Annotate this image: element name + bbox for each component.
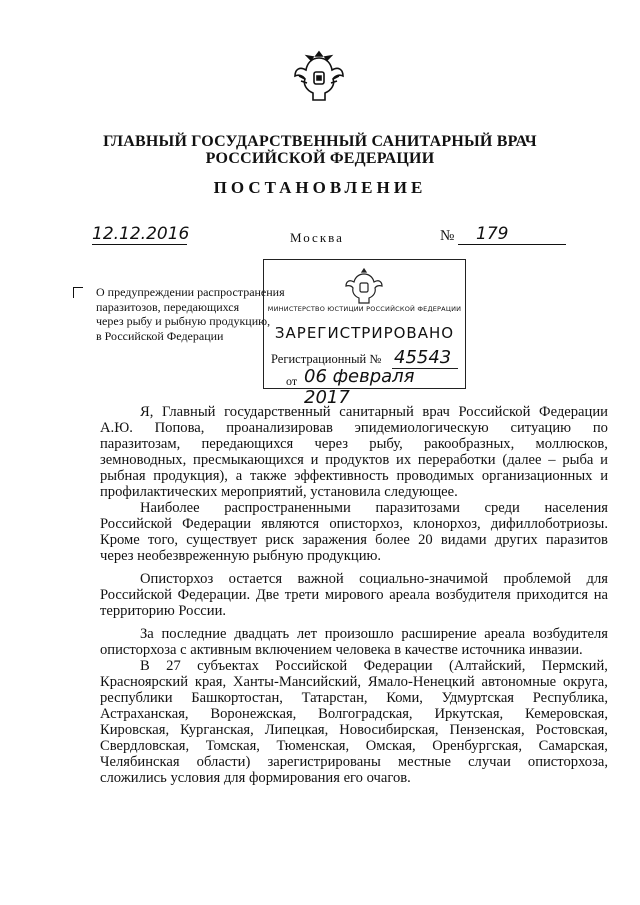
body-word: республики bbox=[100, 690, 173, 706]
body-word: Пензенская, bbox=[449, 722, 525, 738]
stamp-underline bbox=[302, 388, 452, 389]
body-word: дифиллоботриозы. bbox=[490, 516, 608, 532]
body-line bbox=[100, 690, 608, 706]
body-word: (Алтайский, bbox=[448, 658, 526, 674]
body-word: автономные bbox=[481, 674, 557, 690]
body-word: Федерации bbox=[182, 516, 252, 532]
body-word: рыбу, bbox=[369, 436, 403, 452]
body-word: риск bbox=[265, 532, 294, 548]
body-word: остается bbox=[228, 571, 283, 587]
body-word: возбудителя bbox=[435, 587, 511, 603]
body-word: Челябинская bbox=[100, 754, 180, 770]
body-word: Федерации. bbox=[177, 587, 251, 603]
body-word: санитарный bbox=[339, 404, 414, 420]
body-word: Федерации bbox=[539, 404, 608, 420]
body-word: других bbox=[494, 532, 538, 548]
body-word: организационных bbox=[481, 468, 593, 484]
body-word: эффективность bbox=[294, 468, 389, 484]
document-city: Москва bbox=[290, 230, 344, 245]
body-word: трети bbox=[284, 587, 320, 603]
body-word: Томская, bbox=[205, 738, 260, 754]
body-word: рыба bbox=[562, 452, 594, 468]
body-word: случаи bbox=[468, 754, 511, 770]
body-word: Республика, bbox=[532, 690, 608, 706]
body-word: Попова, bbox=[154, 420, 205, 436]
body-word: произошло bbox=[324, 626, 394, 642]
body-word: эпидемиологическую bbox=[354, 420, 489, 436]
russian-coat-of-arms-icon bbox=[289, 46, 349, 106]
body-word: области) bbox=[196, 754, 251, 770]
body-word: и bbox=[600, 452, 608, 468]
body-word: Описторхоз bbox=[140, 571, 214, 587]
body-line bbox=[100, 674, 608, 690]
body-word: моллюсков, bbox=[535, 436, 608, 452]
body-word: округа, bbox=[563, 674, 608, 690]
body-word: А.Ю. bbox=[100, 420, 133, 436]
body-word: Кроме bbox=[100, 532, 140, 548]
body-word: являются bbox=[261, 516, 320, 532]
body-word: также bbox=[249, 468, 287, 484]
body-word: важной bbox=[297, 571, 344, 587]
body-line bbox=[100, 722, 608, 738]
body-word: врач bbox=[422, 404, 450, 420]
body-word: и bbox=[310, 452, 319, 468]
issuer-title-line1: ГЛАВНЫЙ ГОСУДАРСТВЕННЫЙ САНИТАРНЫЙ ВРАЧ bbox=[103, 133, 537, 150]
body-word: ракообразных, bbox=[424, 436, 515, 452]
stamp-registered: ЗАРЕГИСТРИРОВАНО bbox=[274, 324, 455, 342]
body-word: по bbox=[592, 420, 608, 436]
body-word: (далее bbox=[502, 452, 542, 468]
body-word: переработки bbox=[417, 452, 496, 468]
body-word: земноводных, bbox=[100, 452, 187, 468]
body-word: клонорхоз, bbox=[413, 516, 481, 532]
body-word: Российской bbox=[100, 516, 172, 532]
body-line bbox=[100, 658, 608, 674]
body-line bbox=[100, 626, 608, 642]
body-word: Главный bbox=[162, 404, 216, 420]
body-word: для bbox=[586, 571, 608, 587]
body-word: государственный bbox=[224, 404, 331, 420]
body-word: 20 bbox=[418, 532, 433, 548]
body-word: Пермский, bbox=[541, 658, 608, 674]
body-word: Свердловская, bbox=[100, 738, 190, 754]
body-line bbox=[100, 420, 608, 436]
body-word: Самарская, bbox=[538, 738, 608, 754]
document-date: 12.12.2016 bbox=[92, 224, 190, 244]
body-word: мирового bbox=[324, 587, 384, 603]
body-word: продукция), bbox=[153, 468, 228, 484]
body-word: – bbox=[548, 452, 556, 468]
body-word: Ханты-Мансийский, bbox=[232, 674, 362, 690]
body-line: сложились условия для формирования его очагов. bbox=[100, 770, 411, 786]
body-word: проанализировав bbox=[226, 420, 333, 436]
body-word: местные bbox=[397, 754, 451, 770]
body-word: среди bbox=[484, 500, 520, 516]
body-word: более bbox=[375, 532, 410, 548]
body-word: Иркутская, bbox=[434, 706, 504, 722]
body-word: Российской bbox=[100, 587, 172, 603]
body-word: Волгоградская, bbox=[318, 706, 413, 722]
body-line: профилактических мероприятий, установила следующее. bbox=[100, 484, 458, 500]
body-word: За bbox=[140, 626, 154, 642]
body-word: Астраханская, bbox=[100, 706, 189, 722]
body-word: Новосибирская, bbox=[339, 722, 439, 738]
subject-bracket bbox=[73, 287, 83, 298]
body-line bbox=[100, 532, 608, 548]
body-word: Оренбургская, bbox=[432, 738, 523, 754]
body-word: Федерации bbox=[363, 658, 433, 674]
body-line bbox=[100, 754, 608, 770]
body-word: возбудителя bbox=[532, 626, 608, 642]
document-type: ПОСТАНОВЛЕНИЕ bbox=[213, 178, 427, 197]
body-word: Коми, bbox=[386, 690, 423, 706]
body-word: паразитозам, bbox=[100, 436, 181, 452]
body-word: Омская, bbox=[365, 738, 416, 754]
body-word: двадцать bbox=[234, 626, 290, 642]
body-word: Ростовская, bbox=[535, 722, 608, 738]
body-word: заражения bbox=[302, 532, 367, 548]
body-line bbox=[100, 571, 608, 587]
body-word: В bbox=[140, 658, 150, 674]
body-word: паразитозами bbox=[375, 500, 460, 516]
stamp-regno: 45543 bbox=[394, 347, 452, 368]
body-word: а bbox=[235, 468, 243, 484]
body-word: края, bbox=[194, 674, 227, 690]
body-word: Наиболее bbox=[140, 500, 200, 516]
body-word: Кемеровская, bbox=[525, 706, 608, 722]
body-word: населения bbox=[544, 500, 608, 516]
body-word: на bbox=[593, 587, 608, 603]
body-word: существует bbox=[186, 532, 258, 548]
body-word: видами bbox=[440, 532, 487, 548]
registration-stamp bbox=[263, 259, 466, 408]
body-line bbox=[100, 706, 608, 722]
body-line bbox=[100, 468, 608, 484]
body-word: зарегистрированы bbox=[267, 754, 381, 770]
body-word: через bbox=[314, 436, 349, 452]
document-number: 179 bbox=[458, 224, 566, 245]
stamp-ministry: МИНИСТЕРСТВО ЮСТИЦИИ РОССИЙСКОЙ ФЕДЕРАЦИИ bbox=[267, 305, 462, 313]
body-word: Российской bbox=[458, 404, 531, 420]
stamp-date: 06 февраля 2017 bbox=[304, 366, 415, 408]
body-word: лет bbox=[296, 626, 318, 642]
body-line bbox=[100, 738, 608, 754]
body-word: рыбная bbox=[100, 468, 146, 484]
body-word: ситуацию bbox=[510, 420, 572, 436]
body-word: пресмыкающихся bbox=[193, 452, 304, 468]
body-line: через необезвреженную рыбную продукцию. bbox=[100, 548, 382, 564]
stamp-from-label: от bbox=[286, 374, 298, 388]
body-word: проблемой bbox=[503, 571, 572, 587]
body-word: Курганская, bbox=[180, 722, 254, 738]
body-word: последние bbox=[161, 626, 227, 642]
body-line bbox=[100, 516, 608, 532]
body-word: Липецкая, bbox=[264, 722, 329, 738]
body-word: социально-значимой bbox=[359, 571, 489, 587]
body-word: Российской bbox=[275, 658, 348, 674]
body-word: проводимых bbox=[396, 468, 475, 484]
body-word: Башкортостан, bbox=[191, 690, 283, 706]
body-word: Ямало-Ненецкий bbox=[367, 674, 475, 690]
stamp-regno-label: Регистрационный № bbox=[271, 352, 382, 366]
body-word: Красноярский bbox=[100, 674, 189, 690]
body-word: субъектах bbox=[197, 658, 259, 674]
body-word: приходится bbox=[516, 587, 589, 603]
body-line bbox=[100, 436, 608, 452]
document-number-label: № bbox=[440, 228, 455, 244]
body-word: Кировская, bbox=[100, 722, 170, 738]
body-word: расширение bbox=[401, 626, 477, 642]
body-word: Я, bbox=[140, 404, 154, 420]
body-line bbox=[100, 587, 608, 603]
subject-line: в Российской Федерации bbox=[96, 328, 224, 343]
body-word: 27 bbox=[166, 658, 181, 674]
body-word: описторхоз, bbox=[329, 516, 403, 532]
body-word: распространенными bbox=[224, 500, 351, 516]
stamp-emblem-icon bbox=[341, 266, 387, 306]
body-word: паразитов bbox=[545, 532, 608, 548]
subject-line: через рыбу и рыбную продукцию, bbox=[96, 314, 271, 328]
body-word: Татарстан, bbox=[301, 690, 368, 706]
subject-line: паразитозов, передающихся bbox=[96, 299, 240, 314]
body-line bbox=[100, 404, 608, 420]
body-word: ареала bbox=[484, 626, 526, 642]
body-word: того, bbox=[147, 532, 179, 548]
document-body bbox=[100, 404, 608, 786]
body-word: ареала bbox=[389, 587, 431, 603]
subject-line: О предупреждении распространения bbox=[96, 285, 285, 299]
body-word: продуктов bbox=[325, 452, 390, 468]
body-word: Тюменская, bbox=[276, 738, 350, 754]
body-word: их bbox=[396, 452, 412, 468]
body-word: Воронежская, bbox=[210, 706, 297, 722]
body-line: территорию России. bbox=[100, 603, 227, 619]
body-word: передающихся bbox=[201, 436, 294, 452]
body-line bbox=[100, 500, 608, 516]
body-word: описторхоза, bbox=[527, 754, 608, 770]
body-word: Две bbox=[255, 587, 280, 603]
body-line: описторхоза с активным включением человека в качестве источника инвазии. bbox=[100, 642, 583, 658]
issuer-title-line2: РОССИЙСКОЙ ФЕДЕРАЦИИ bbox=[205, 150, 435, 167]
body-word: Удмуртская bbox=[441, 690, 515, 706]
body-line bbox=[100, 452, 608, 468]
body-word: и bbox=[600, 468, 608, 484]
